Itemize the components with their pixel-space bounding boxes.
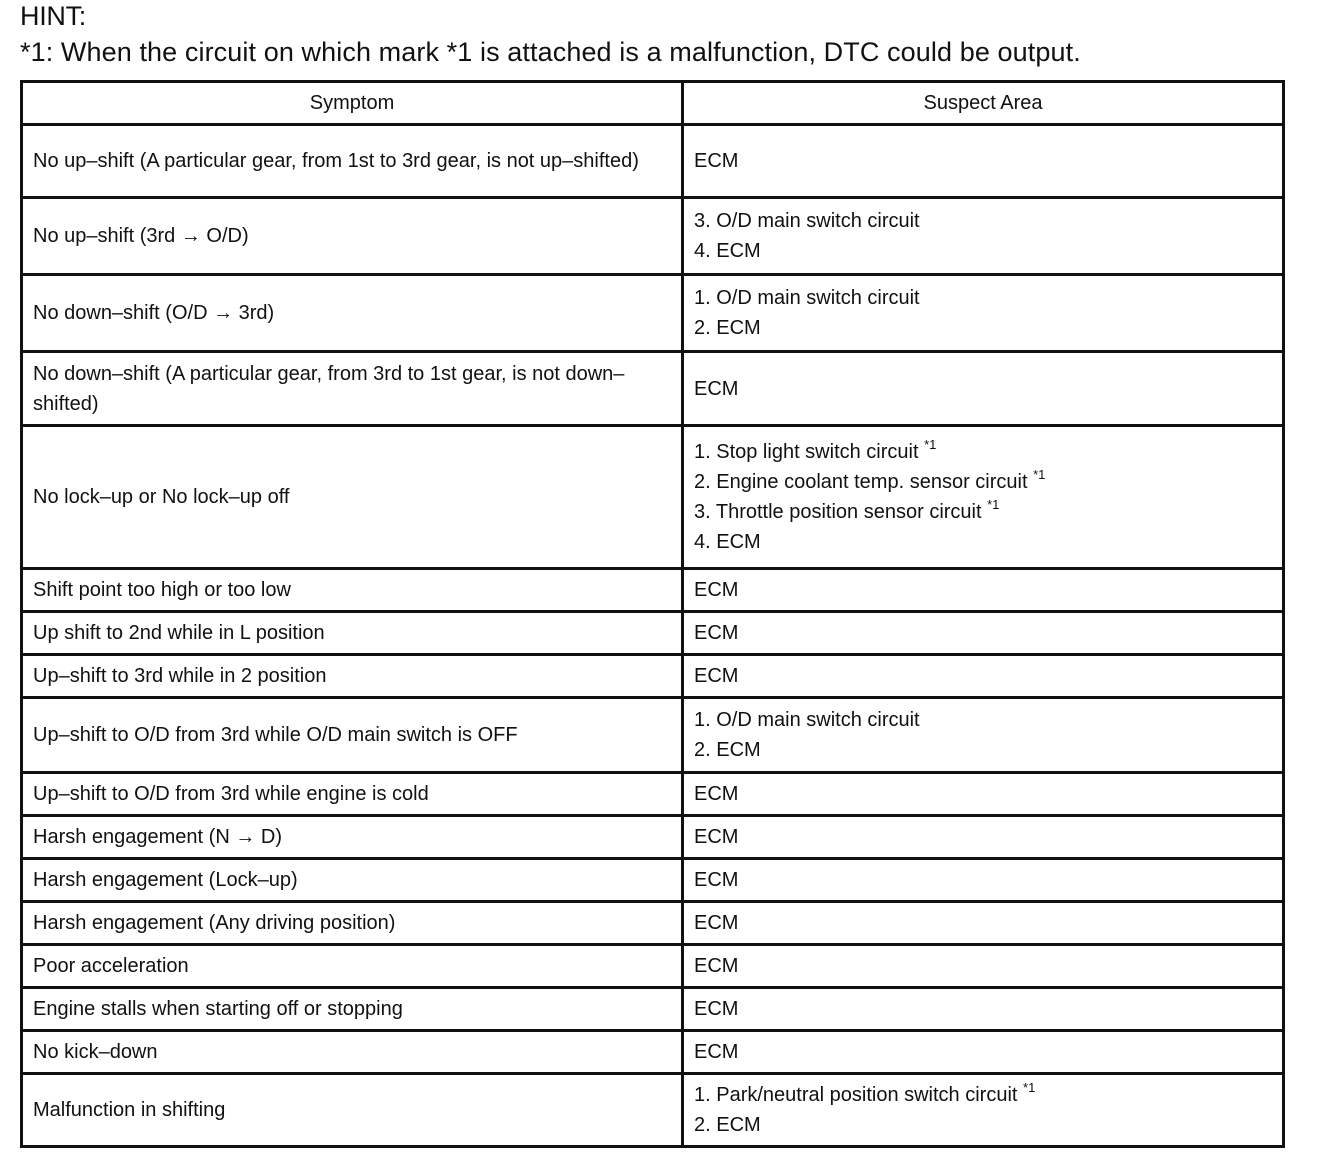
suspect-item-text: 2. Engine coolant temp. sensor circuit <box>694 471 1034 493</box>
symptom-cell <box>22 902 683 945</box>
suspect-item-text: 1. O/D main switch circuit <box>694 287 920 309</box>
symptom-cell <box>22 569 683 612</box>
dtc-mark: *1 <box>924 437 937 452</box>
suspect-item <box>694 705 1272 735</box>
suspect-area-cell <box>683 1031 1284 1074</box>
suspect-item-text: ECM <box>694 955 739 977</box>
table-body <box>22 125 1284 1147</box>
suspect-item <box>694 779 1272 809</box>
suspect-item <box>694 206 1272 236</box>
table-row <box>22 125 1284 198</box>
suspect-item <box>694 575 1272 605</box>
suspect-item-text: 1. O/D main switch circuit <box>694 709 920 731</box>
suspect-item-text: ECM <box>694 1041 739 1063</box>
suspect-item-text: 1. Stop light switch circuit <box>694 441 925 463</box>
symptom-text: Malfunction in shifting <box>33 1099 226 1121</box>
suspect-area-cell <box>683 773 1284 816</box>
suspect-item-text: ECM <box>694 912 739 934</box>
suspect-item <box>694 467 1272 497</box>
table-row <box>22 275 1284 352</box>
symptom-text: Harsh engagement (Lock–up) <box>33 869 298 891</box>
suspect-item <box>694 951 1272 981</box>
symptom-cell <box>22 859 683 902</box>
suspect-item <box>694 618 1272 648</box>
symptom-text: Up–shift to 3rd while in 2 position <box>33 665 327 687</box>
table-row <box>22 1031 1284 1074</box>
suspect-item-text: ECM <box>694 377 739 400</box>
symptom-text: Up–shift to O/D from 3rd while engine is cold <box>33 783 429 805</box>
suspect-area-cell <box>683 352 1284 426</box>
suspect-item-text: ECM <box>694 869 739 891</box>
symptom-text: Poor acceleration <box>33 955 189 977</box>
symptom-text: No up–shift (3rd → O/D) <box>33 225 249 247</box>
symptom-cell <box>22 655 683 698</box>
symptom-cell <box>22 352 683 426</box>
symptom-cell <box>22 426 683 569</box>
symptom-cell <box>22 988 683 1031</box>
hint-note: *1: When the circuit on which mark *1 is attached is a malfunction, DTC could be output. <box>20 37 1081 67</box>
symptom-table <box>20 80 1285 1148</box>
dtc-mark: *1 <box>987 497 1000 512</box>
suspect-item-text: 3. O/D main switch circuit <box>694 210 920 232</box>
table-row <box>22 945 1284 988</box>
suspect-item <box>694 822 1272 852</box>
table-row <box>22 1074 1284 1147</box>
table-row <box>22 773 1284 816</box>
suspect-item <box>694 661 1272 691</box>
suspect-item <box>694 1037 1272 1067</box>
suspect-item-text: 2. ECM <box>694 1114 761 1136</box>
suspect-area-cell <box>683 198 1284 275</box>
table-row <box>22 655 1284 698</box>
symptom-text: Up shift to 2nd while in L position <box>33 622 325 644</box>
symptom-text: No down–shift (A particular gear, from 3rd to 1st gear, is not down–shifted) <box>33 362 625 415</box>
suspect-area-cell <box>683 988 1284 1031</box>
suspect-item <box>694 236 1272 266</box>
suspect-item <box>694 1110 1272 1140</box>
table-header-row <box>22 82 1284 125</box>
table-row <box>22 902 1284 945</box>
suspect-item-text: ECM <box>694 998 739 1020</box>
symptom-cell <box>22 773 683 816</box>
suspect-area-cell <box>683 816 1284 859</box>
symptom-cell <box>22 125 683 198</box>
table-row <box>22 612 1284 655</box>
symptom-cell <box>22 698 683 773</box>
suspect-item <box>694 146 1272 176</box>
suspect-item-text: ECM <box>694 665 739 687</box>
suspect-area-cell <box>683 125 1284 198</box>
suspect-area-cell <box>683 902 1284 945</box>
suspect-area-cell <box>683 945 1284 988</box>
suspect-item-text: 2. ECM <box>694 739 761 761</box>
dtc-mark: *1 <box>1023 1080 1036 1095</box>
symptom-cell <box>22 612 683 655</box>
suspect-item-text: 2. ECM <box>694 317 761 339</box>
suspect-item <box>694 283 1272 313</box>
header-symptom: Symptom <box>22 82 683 125</box>
suspect-area-cell <box>683 612 1284 655</box>
symptom-text: No kick–down <box>33 1041 158 1063</box>
suspect-area-cell <box>683 859 1284 902</box>
symptom-cell <box>22 275 683 352</box>
suspect-item <box>694 865 1272 895</box>
suspect-item <box>694 1080 1272 1110</box>
suspect-item-text: ECM <box>694 622 739 644</box>
symptom-cell <box>22 945 683 988</box>
suspect-area-cell <box>683 655 1284 698</box>
table-row <box>22 988 1284 1031</box>
suspect-item <box>694 527 1272 557</box>
suspect-item-text: ECM <box>694 783 739 805</box>
suspect-item-text: 3. Throttle position sensor circuit <box>694 501 988 523</box>
suspect-area-cell <box>683 698 1284 773</box>
table-row <box>22 816 1284 859</box>
suspect-item-text: ECM <box>694 826 739 848</box>
suspect-item-text: 4. ECM <box>694 531 761 553</box>
suspect-item <box>694 908 1272 938</box>
suspect-item-text: 4. ECM <box>694 240 761 262</box>
dtc-mark: *1 <box>1033 467 1046 482</box>
suspect-area-cell <box>683 426 1284 569</box>
table-row <box>22 859 1284 902</box>
table-row <box>22 426 1284 569</box>
symptom-text: No lock–up or No lock–up off <box>33 486 290 508</box>
symptom-cell <box>22 1074 683 1147</box>
symptom-cell <box>22 1031 683 1074</box>
suspect-item-text: ECM <box>694 150 739 172</box>
symptom-text: No down–shift (O/D → 3rd) <box>33 302 275 324</box>
suspect-area-cell <box>683 275 1284 352</box>
suspect-item-text: 1. Park/neutral position switch circuit <box>694 1084 1024 1106</box>
table-row <box>22 698 1284 773</box>
symptom-text: Engine stalls when starting off or stopping <box>33 998 403 1020</box>
symptom-text: Shift point too high or too low <box>33 579 291 601</box>
hint-title: HINT: <box>20 1 87 31</box>
suspect-item <box>694 994 1272 1024</box>
header-suspect-area: Suspect Area <box>683 82 1284 125</box>
suspect-item-text: ECM <box>694 579 739 601</box>
suspect-item <box>694 497 1272 527</box>
suspect-item <box>694 374 1272 404</box>
suspect-item <box>694 437 1272 467</box>
table-row <box>22 569 1284 612</box>
symptom-cell <box>22 816 683 859</box>
symptom-text: Up–shift to O/D from 3rd while O/D main switch is OFF <box>33 724 518 746</box>
table-row <box>22 352 1284 426</box>
symptom-text: Harsh engagement (N → D) <box>33 826 282 848</box>
symptom-cell <box>22 198 683 275</box>
suspect-area-cell <box>683 569 1284 612</box>
symptom-text: No up–shift (A particular gear, from 1st to 3rd gear, is not up–shifted) <box>33 150 639 172</box>
symptom-text: Harsh engagement (Any driving position) <box>33 912 396 934</box>
table-row <box>22 198 1284 275</box>
suspect-item <box>694 313 1272 343</box>
suspect-item <box>694 735 1272 765</box>
suspect-area-cell <box>683 1074 1284 1147</box>
